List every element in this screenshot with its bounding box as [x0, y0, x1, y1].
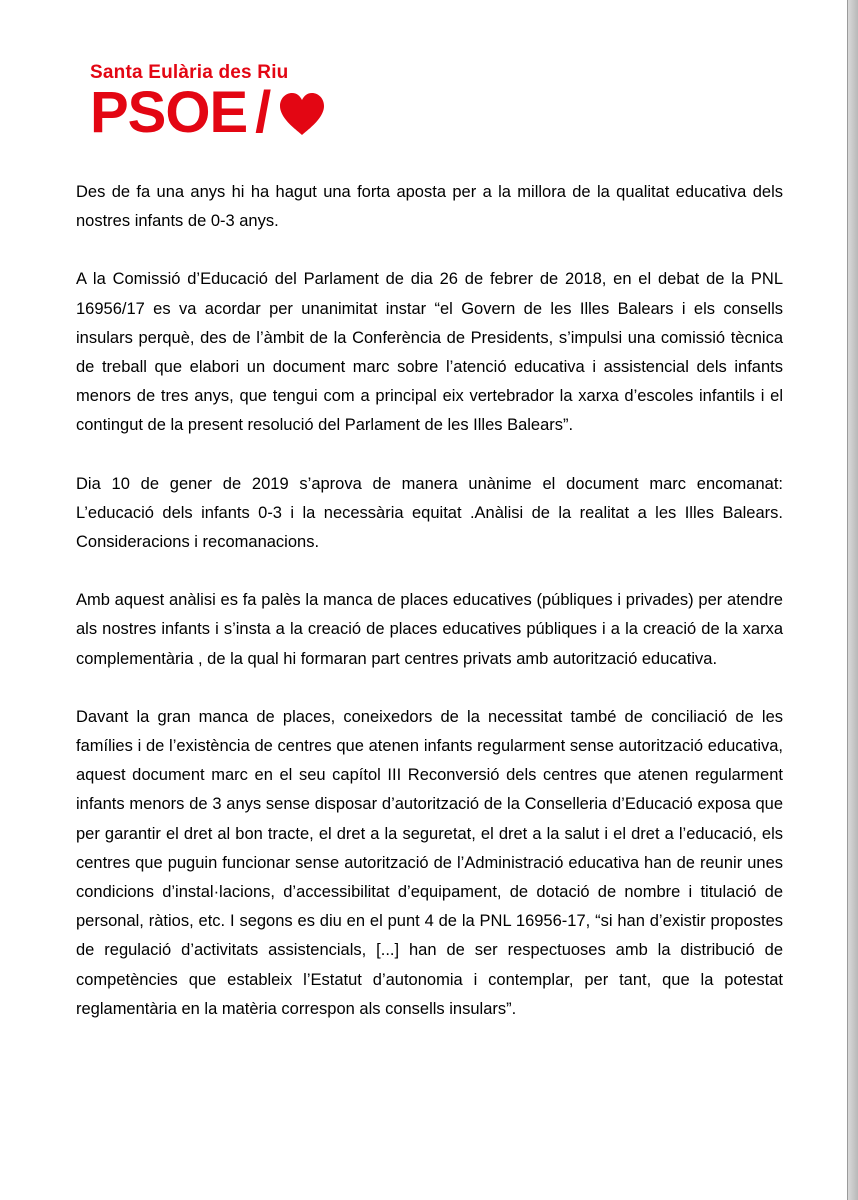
logo-slash: /	[255, 80, 272, 145]
paragraph-commission: A la Comissió d’Educació del Parlament de dia 26 de febrer de 2018, en el debat de la PNL 16956/17 es va acordar per unanimitat instar “el Govern de les Illes Balears i els consells insulars perquè, des de l’àmbit de la Conferència de Presidents, s’impulsi una comissió tècnica de treball que elabori un document marc sobre l’atenció educativa i assistencial dels infants menors de tres anys, que tengui com a principal eix vertebrador la xarxa d’escoles infantils i el contingut de la present resolució del Parlament de les Illes Balears”.	[76, 270, 783, 435]
logo-subtitle: Santa Eulària des Riu	[90, 62, 289, 83]
logo-party-name: PSOE	[90, 80, 248, 145]
page-edge-shadow	[848, 0, 858, 1200]
logo-main	[90, 82, 327, 144]
paragraph-analysis: Amb aquest anàlisi es fa palès la manca de places educatives (públiques i privades) per atendre als nostres infants i s’insta a la creació de places educatives públiques i a la creació de la xarxa complementària , de la qual hi formaran part centres privats amb autorització educativa.	[76, 591, 783, 668]
heart-icon	[277, 90, 327, 138]
document-body	[76, 178, 783, 1053]
paragraph-intro: Des de fa una anys hi ha hagut una forta aposta per a la millora de la qualitat educativa dels nostres infants de 0-3 anys.	[76, 183, 783, 231]
paragraph-conciliation: Davant la gran manca de places, coneixedors de la necessitat també de conciliació de les famílies i de l’existència de centres que atenen infants regularment sense autorització educativa, aquest document marc en el seu capítol III Reconversió dels centres que atenen regularment infants menors de 3 anys sense disposar d’autorització de la Conselleria d’Educació exposa que per garantir el dret al bon tracte, el dret a la seguretat, el dret a la salut i el dret a l’educació, els centres que puguin funcionar sense autorització de l’Administració educativa han de reunir unes condicions d’instal·lacions, d’accessibilitat d’equipament, de dotació de nombre i titulació de personal, ràtios, etc. I segons es diu en el punt 4 de la PNL 16956-17, “si han d’existir propostes de regulació d’activitats assistencials, [...] han de ser respectuoses amb la distribució de competències que estableix l’Estatut d’autonomia i contemplar, per tant, que la potestat reglamentària en la matèria correspon als consells insulars”.	[76, 707, 783, 1018]
psoe-logo	[90, 62, 350, 152]
paragraph-framework-document: Dia 10 de gener de 2019 s’aprova de manera unànime el document marc encomanat: L’educació dels infants 0-3 i la necessària equitat .Anàlisi de la realitat a les Illes Balears. Consideracions i recomanacions.	[76, 474, 783, 552]
